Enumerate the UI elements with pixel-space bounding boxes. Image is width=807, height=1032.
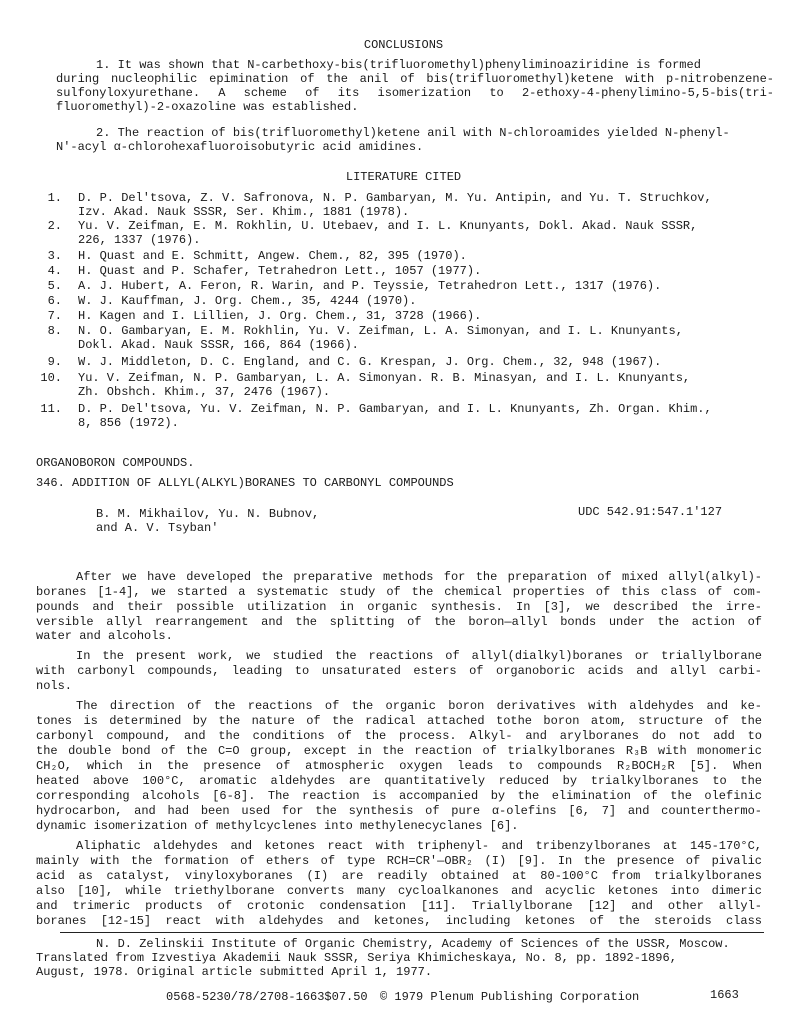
- reference-text: N. O. Gambaryan, E. M. Rokhlin, Yu. V. Zeifman, L. A. Simonyan, and I. L. Knunyants,: [78, 324, 683, 338]
- authors-line: and A. V. Tsyban': [96, 521, 219, 535]
- text-line: August, 1978. Original article submitted April 1, 1977.: [36, 965, 433, 979]
- text-line: N'-acyl α-chlorohexafluoroisobutyric acid amidines.: [56, 140, 424, 154]
- text-line: and trimeric products of crotonic condensation [11]. Triallylborane [12] and other allyl-: [36, 899, 762, 913]
- reference-number: 10.: [40, 371, 62, 385]
- reference-text: H. Quast and E. Schmitt, Angew. Chem., 82, 395 (1970).: [78, 249, 467, 263]
- reference-text: W. J. Kauffman, J. Org. Chem., 35, 4244 (1970).: [78, 294, 417, 308]
- text-line: CH₂O, which in the presence of atmospheric oxygen leads to compounds R₂BOCH₂R [5]. When: [36, 759, 762, 773]
- reference-text: 226, 1337 (1976).: [78, 233, 201, 247]
- reference-text: Izv. Akad. Nauk SSSR, Ser. Khim., 1881 (1978).: [78, 205, 410, 219]
- text-line: In the present work, we studied the reactions of allyl(dialkyl)boranes or triallylborane: [76, 649, 762, 663]
- text-line: with carbonyl compounds, leading to unsaturated esters of organoboric acids and allyl carbi-: [36, 664, 762, 678]
- text-line: pounds and their possible utilization in organic synthesis. In [3], we described the irre-: [36, 600, 762, 614]
- authors-line: B. M. Mikhailov, Yu. N. Bubnov,: [96, 507, 320, 521]
- text-line: heated above 100°C, aromatic aldehydes are quantitatively reduced by trialkylboranes to the: [36, 774, 762, 788]
- text-line: The direction of the reactions of the organic boron derivatives with aldehydes and ke-: [76, 699, 762, 713]
- series-title: ORGANOBORON COMPOUNDS.: [36, 456, 195, 470]
- text-line: tones is determined by the nature of the radical attached tothe boron atom, structure of the: [36, 714, 762, 728]
- text-line: boranes [12-15] react with aldehydes and ketones, including ketones of the steroids class: [36, 914, 762, 928]
- literature-heading: LITERATURE CITED: [345, 170, 462, 184]
- text-line: during nucleophilic epimination of the anil of bis(trifluoromethyl)ketene with p-nitrobenzene-: [56, 72, 774, 86]
- document-code: 0568-5230/78/2708-1663$07.50: [166, 990, 368, 1004]
- text-line: nols.: [36, 679, 73, 693]
- reference-text: W. J. Middleton, D. C. England, and C. G. Krespan, J. Org. Chem., 32, 948 (1967).: [78, 355, 662, 369]
- reference-text: A. J. Hubert, A. Feron, R. Warin, and P. Teyssie, Tetrahedron Lett., 1317 (1976).: [78, 279, 662, 293]
- text-line: After we have developed the preparative methods for the preparation of mixed allyl(alkyl)-: [76, 570, 762, 584]
- text-line: carbonyl compound, and the conditions of the process. Alkyl- and arylboranes do not add to: [36, 729, 762, 743]
- udc-code: UDC 542.91:547.1'127: [578, 505, 723, 519]
- reference-text: D. P. Del'tsova, Yu. V. Zeifman, N. P. Gambaryan, and I. L. Knunyants, Zh. Organ. Khim.,: [78, 402, 712, 416]
- reference-text: Dokl. Akad. Nauk SSSR, 166, 864 (1966).: [78, 338, 359, 352]
- article-title: 346. ADDITION OF ALLYL(ALKYL)BORANES TO CARBONYL COMPOUNDS: [36, 476, 454, 490]
- reference-number: 2.: [47, 219, 62, 233]
- reference-text: Yu. V. Zeifman, E. M. Rokhlin, U. Utebaev, and I. L. Knunyants, Dokl. Akad. Nauk SSSR,: [78, 219, 698, 233]
- text-line: 2. The reaction of bis(trifluoromethyl)ketene anil with N-chloroamides yielded N-phenyl-: [96, 126, 730, 140]
- text-line: dynamic isomerization of methylcyclenes into methylenecyclanes [6].: [36, 819, 519, 833]
- reference-number: 7.: [47, 309, 62, 323]
- reference-text: Zh. Obshch. Khim., 37, 2476 (1967).: [78, 385, 331, 399]
- text-line: water and alcohols.: [36, 629, 173, 643]
- reference-text: D. P. Del'tsova, Z. V. Safronova, N. P. Gambaryan, M. Yu. Antipin, and Yu. T. Struchkov,: [78, 191, 712, 205]
- text-line: the double bond of the C=O group, except in the reaction of trialkylboranes R₃B with monomeric: [36, 744, 762, 758]
- footnote-rule: [60, 932, 764, 933]
- text-line: sulfonyloxyurethane. A scheme of its isomerization to 2-ethoxy-4-phenylimino-5,5-bis(tri-: [56, 86, 774, 100]
- text-line: also [10], while triethylborane converts many cycloalkanones and acyclic ketones into dimeric: [36, 884, 762, 898]
- reference-number: 5.: [47, 279, 62, 293]
- text-line: 1. It was shown that N-carbethoxy-bis(trifluoromethyl)phenyliminoaziridine is formed: [96, 58, 701, 72]
- copyright-notice: © 1979 Plenum Publishing Corporation: [380, 990, 640, 1004]
- text-line: N. D. Zelinskii Institute of Organic Chemistry, Academy of Sciences of the USSR, Moscow.: [96, 937, 730, 951]
- reference-number: 11.: [40, 402, 62, 416]
- reference-number: 4.: [47, 264, 62, 278]
- page-number: 1663: [710, 988, 739, 1002]
- reference-number: 1.: [47, 191, 62, 205]
- text-line: corresponding alcohols [6-8]. The reaction is accompanied by the elimination of the olefinic: [36, 789, 762, 803]
- reference-text: H. Kagen and I. Lillien, J. Org. Chem., 31, 3728 (1966).: [78, 309, 482, 323]
- conclusions-heading: CONCLUSIONS: [363, 38, 444, 52]
- text-line: Translated from Izvestiya Akademii Nauk SSSR, Seriya Khimicheskaya, No. 8, pp. 1892-1896,: [36, 951, 677, 965]
- text-line: hydrocarbon, and had been used for the synthesis of pure α-olefins [6, 7] and counterthermo-: [36, 804, 762, 818]
- reference-number: 3.: [47, 249, 62, 263]
- reference-text: Yu. V. Zeifman, N. P. Gambaryan, L. A. Simonyan. R. B. Minasyan, and I. L. Knunyants,: [78, 371, 691, 385]
- reference-text: 8, 856 (1972).: [78, 416, 179, 430]
- text-line: Aliphatic aldehydes and ketones react with triphenyl- and tribenzylboranes at 145-170°C,: [76, 839, 762, 853]
- text-line: acid as catalyst, vinyloxyboranes (I) are readily obtained at 80-100°C from trialkylboranes: [36, 869, 762, 883]
- reference-text: H. Quast and P. Schafer, Tetrahedron Lett., 1057 (1977).: [78, 264, 482, 278]
- reference-number: 6.: [47, 294, 62, 308]
- text-line: mainly with the formation of ethers of type RCH=CR'—OBR₂ (I) [9]. In the presence of pivalic: [36, 854, 762, 868]
- reference-number: 8.: [47, 324, 62, 338]
- reference-number: 9.: [47, 355, 62, 369]
- text-line: fluoromethyl)-2-oxazoline was established.: [56, 100, 359, 114]
- text-line: boranes [1-4], we started a systematic study of the chemical properties of this class of com-: [36, 585, 762, 599]
- text-line: versible allyl rearrangement and the splitting of the boron—allyl bonds under the action of: [36, 615, 762, 629]
